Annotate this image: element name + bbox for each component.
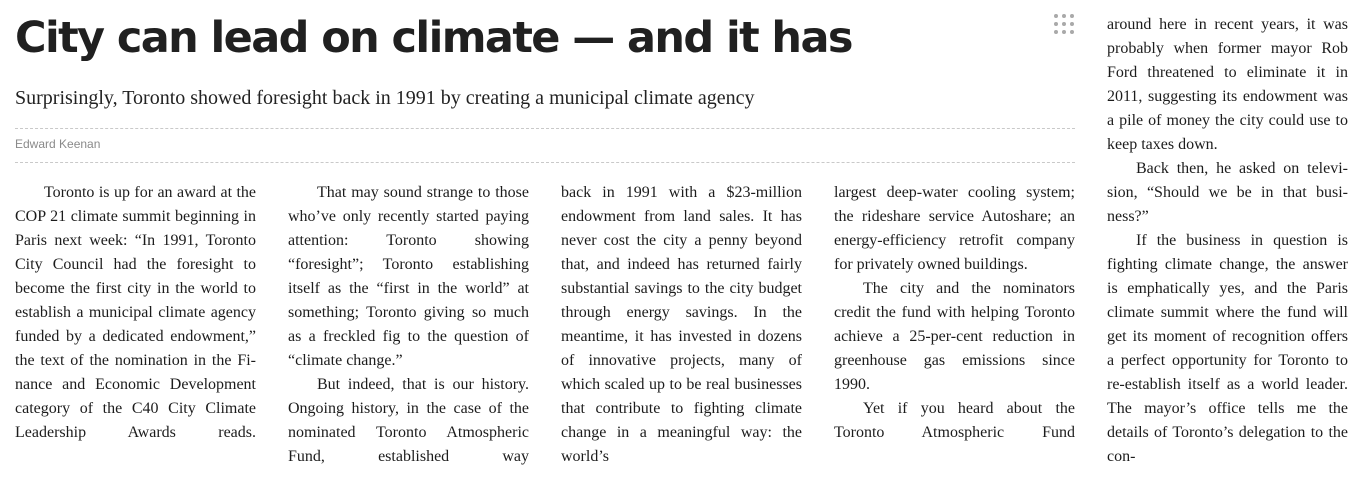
paragraph: around here in recent years, it was probably when former mayor Rob Ford threatened to eliminate it in 2011, suggesting its endowment was a pile of money the city could use to keep taxes down. [1107,16,1348,153]
headline: City can lead on climate — and it has [15,13,852,63]
article-dek: Surprisingly, Toronto showed foresight back in 1991 by creating a municipal climate agency [15,87,755,109]
article-column-1 [15,181,256,445]
paragraph: But indeed, that is our history. Ongoing history, in the case of the nominated Toronto Atmospheric Fund, established way [288,376,529,465]
article-column-2 [288,181,529,469]
grid-dots-icon[interactable] [1054,14,1076,36]
paragraph: Yet if you heard about the Toronto Atmospheric Fund [834,400,1075,441]
paragraph: The city and the nominators credit the fund with helping Toronto achieve a 25-per-cent reduction in greenhouse gas emissions since 1990. [834,280,1075,393]
article-column-5 [1107,13,1348,469]
article-column-3 [561,181,802,469]
paragraph: largest deep-water cooling system; the rideshare service Autoshare; an energy-efficiency retrofit company for privately owned buildings. [834,184,1075,273]
byline: Edward Keenan [15,137,101,151]
article-column-4 [834,181,1075,445]
divider [15,128,1075,129]
paragraph: back in 1991 with a $23-million endowment from land sales. It has never cost the city a penny beyond that, and indeed has returned fairly substantial savings to the city budget through energy savings. In the meantime, it has invested in dozens of innovative projects, many of which scaled up to be real businesses that contribute to fighting climate change in a meaningful way: the world’s [561,184,802,465]
divider [15,162,1075,163]
paragraph: If the business in question is fighting climate change, the answer is emphatically yes, and the Paris climate summit where the fund will get its moment of recognition offers a perfect opportunity for Toronto to re-establish itself as a world leader. The mayor’s office tells me the details of Toronto’s delegation to the con- [1107,232,1348,465]
paragraph: Toronto is up for an award at the COP 21 climate summit beginning in Paris next week: “In 1991, Toronto City Council had the foresight to become the first city in the world to establish a municipal climate agency funded by a dedicated endowment,” the text of the nomination in the Finance and Economic Development category of the C40 City Climate Leadership Awards reads. [15,184,256,441]
paragraph: Back then, he asked on television, “Should we be in that business?” [1107,160,1348,225]
paragraph: That may sound strange to those who’ve only recently started paying attention: Toronto showing “foresight”; Toronto establishing itself as the “first in the world” at something; Toronto giving so much as a freckled fig to the question of “climate change.” [288,184,529,369]
